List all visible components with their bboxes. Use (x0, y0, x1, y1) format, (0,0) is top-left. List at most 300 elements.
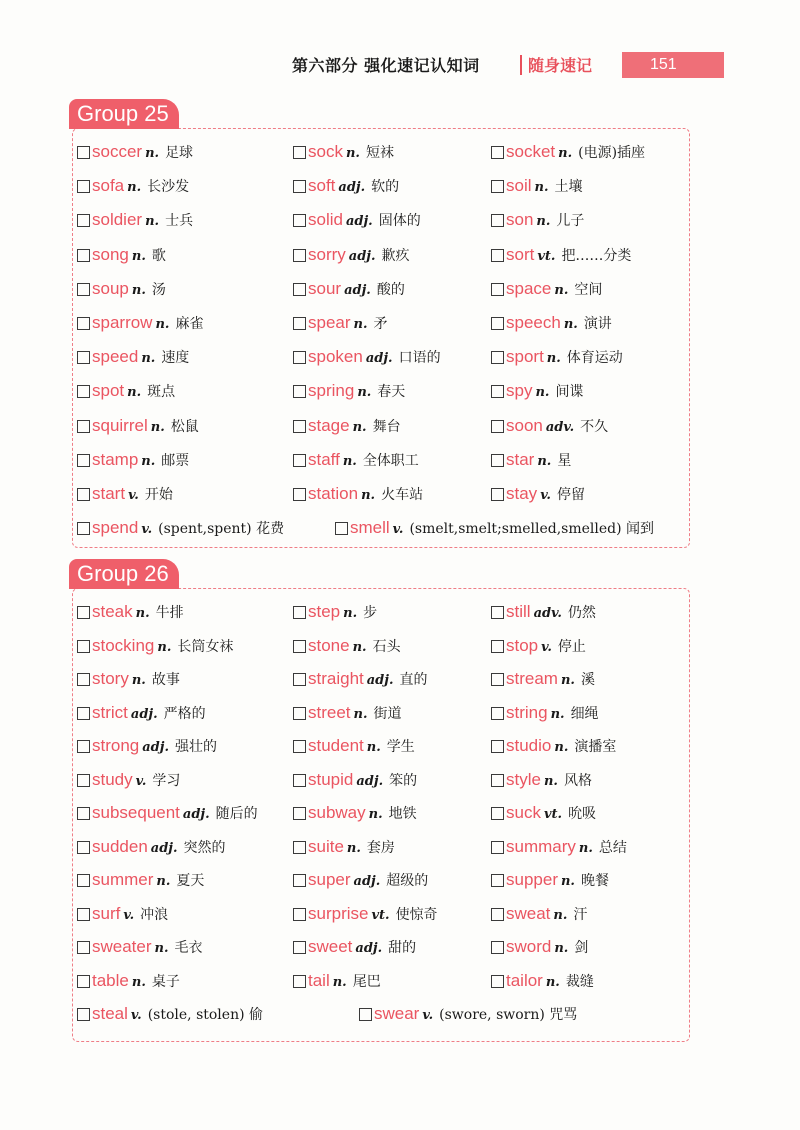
part-of-speech: n. (345, 146, 360, 161)
vocab-word: stocking (92, 635, 155, 655)
vocab-entry (491, 769, 592, 791)
checkbox[interactable] (293, 807, 306, 820)
part-of-speech: n. (145, 146, 160, 161)
section-title: 第六部分 强化速记认知词 (292, 56, 480, 75)
vocab-entry (491, 209, 584, 231)
definition: 突然的 (183, 839, 226, 856)
definition: 矛 (373, 316, 388, 332)
checkbox[interactable] (491, 180, 504, 193)
checkbox[interactable] (293, 180, 306, 193)
vocab-word: space (506, 278, 552, 298)
definition: 演播室 (574, 739, 617, 755)
checkbox[interactable] (491, 385, 504, 398)
definition: 夏天 (176, 873, 205, 889)
definition: 甜的 (388, 940, 417, 956)
vocab-entry (491, 735, 616, 757)
checkbox[interactable] (491, 454, 504, 467)
checkbox[interactable] (77, 673, 90, 686)
checkbox[interactable] (293, 975, 306, 988)
checkbox[interactable] (77, 351, 90, 364)
definition: 酸的 (376, 281, 405, 298)
part-of-speech: n. (535, 385, 550, 401)
checkbox[interactable] (491, 807, 504, 820)
part-of-speech: adj. (365, 351, 393, 367)
vocab-word: sweater (92, 937, 152, 956)
vocab-word: street (308, 702, 351, 722)
part-of-speech: adv. (545, 419, 575, 435)
vocab-word: strong (92, 736, 140, 755)
part-of-speech: n. (346, 840, 361, 856)
checkbox[interactable] (77, 283, 90, 296)
definition: 故事 (151, 672, 180, 688)
page-number: 151 (622, 52, 724, 78)
definition: 足球 (165, 145, 194, 161)
definition: 吮吸 (568, 806, 597, 822)
part-of-speech: n. (560, 874, 575, 889)
definition: 溪 (580, 672, 595, 688)
checkbox[interactable] (293, 351, 306, 364)
vocab-entry (491, 668, 595, 690)
part-of-speech: v. (540, 488, 551, 503)
definition: 演讲 (583, 316, 612, 332)
vocab-entry (77, 601, 184, 623)
checkbox[interactable] (491, 640, 504, 653)
checkbox[interactable] (77, 1008, 90, 1021)
vocab-entry (359, 1003, 577, 1025)
part-of-speech: n. (558, 146, 573, 161)
part-of-speech: adj. (130, 706, 158, 722)
vocab-word: sword (506, 937, 552, 956)
vocab-entry (491, 970, 594, 992)
vocab-word: table (92, 970, 129, 990)
part-of-speech: v. (128, 488, 139, 503)
part-of-speech: v. (130, 1008, 142, 1023)
definition: (smelt,smelt;smelled,smelled) 闻到 (409, 521, 655, 538)
vocab-entry (491, 141, 645, 163)
part-of-speech: v. (392, 522, 404, 538)
part-of-speech: adj. (338, 180, 366, 196)
vocab-entry (293, 702, 402, 724)
checkbox[interactable] (77, 488, 90, 501)
vocab-word: sour (308, 278, 342, 298)
vocab-entry (77, 415, 199, 437)
vocab-word: solid (308, 210, 343, 230)
vocab-entry (77, 635, 233, 657)
definition: 开始 (144, 487, 173, 503)
definition: 强壮的 (175, 739, 217, 755)
checkbox[interactable] (77, 420, 90, 433)
definition: (电源)插座 (578, 145, 646, 161)
part-of-speech: v. (123, 907, 135, 923)
checkbox[interactable] (77, 606, 90, 619)
vocab-entry (293, 175, 399, 197)
vocab-word: soup (92, 278, 129, 298)
vocab-word: sudden (92, 836, 148, 856)
vocab-entry (77, 802, 258, 824)
vocab-entry (293, 380, 405, 402)
vocab-entry (491, 380, 583, 402)
vocab-entry (293, 449, 419, 471)
checkbox[interactable] (77, 740, 90, 753)
vocab-word: stamp (92, 449, 139, 469)
definition: 空间 (574, 281, 603, 298)
checkbox[interactable] (491, 249, 504, 262)
checkbox[interactable] (77, 975, 90, 988)
checkbox[interactable] (491, 707, 504, 720)
definition: 固体的 (378, 213, 421, 230)
part-of-speech: n. (141, 351, 156, 367)
checkbox[interactable] (77, 841, 90, 854)
vocab-entry (293, 312, 388, 334)
part-of-speech: adj. (344, 282, 371, 298)
checkbox[interactable] (77, 941, 90, 954)
vocab-entry (293, 802, 417, 824)
vocab-entry (77, 244, 166, 266)
vocab-entry (491, 802, 596, 824)
vocab-entry (77, 936, 203, 958)
checkbox[interactable] (77, 385, 90, 398)
part-of-speech: n. (353, 317, 368, 332)
checkbox[interactable] (293, 941, 306, 954)
checkbox[interactable] (491, 874, 504, 887)
definition: 毛衣 (174, 940, 203, 956)
vocab-word: spend (92, 518, 139, 538)
checkbox[interactable] (293, 740, 306, 753)
part-of-speech: n. (534, 180, 549, 196)
definition: 使惊奇 (395, 906, 438, 923)
part-of-speech: n. (578, 840, 593, 856)
vocab-entry (491, 601, 596, 623)
vocab-word: string (506, 702, 548, 722)
checkbox[interactable] (77, 214, 90, 227)
checkbox[interactable] (491, 317, 504, 330)
checkbox[interactable] (491, 975, 504, 988)
part-of-speech: n. (127, 385, 142, 401)
checkbox[interactable] (491, 283, 504, 296)
definition: 汗 (573, 906, 588, 923)
definition: 剑 (574, 940, 589, 956)
checkbox[interactable] (293, 841, 306, 854)
definition: 尾巴 (352, 973, 381, 990)
vocab-word: sock (308, 142, 343, 161)
vocab-entry (77, 278, 166, 300)
vocab-word: surf (92, 903, 121, 923)
vocab-entry (491, 869, 609, 891)
checkbox[interactable] (77, 908, 90, 921)
part-of-speech: n. (368, 807, 383, 822)
definition: 汤 (151, 281, 166, 298)
part-of-speech: n. (553, 907, 568, 923)
part-of-speech: n. (131, 248, 146, 264)
vocab-word: start (92, 484, 126, 503)
vocab-entry (77, 836, 226, 858)
vocab-entry (293, 869, 428, 891)
vocab-word: spear (308, 313, 351, 332)
vocab-word: suck (506, 803, 541, 822)
vocab-entry (77, 141, 193, 163)
checkbox[interactable] (491, 606, 504, 619)
vocab-entry (491, 483, 585, 505)
definition: 星 (557, 452, 572, 469)
part-of-speech: n. (154, 941, 169, 956)
checkbox[interactable] (491, 673, 504, 686)
checkbox[interactable] (293, 214, 306, 227)
checkbox[interactable] (491, 908, 504, 921)
definition: 麻雀 (175, 316, 204, 332)
definition: 细绳 (570, 705, 599, 722)
vocab-word: staff (308, 449, 340, 469)
checkbox[interactable] (491, 420, 504, 433)
part-of-speech: n. (135, 606, 150, 621)
vocab-entry (491, 175, 583, 197)
checkbox[interactable] (293, 317, 306, 330)
vocab-word: speed (92, 347, 139, 367)
vocab-entry (77, 668, 180, 690)
checkbox[interactable] (293, 874, 306, 887)
checkbox[interactable] (77, 522, 90, 535)
vocab-word: steak (92, 602, 133, 621)
vocab-word: still (506, 602, 531, 621)
vocab-word: studio (506, 736, 552, 755)
definition: 舞台 (372, 418, 401, 435)
vocab-word: sweet (308, 937, 353, 956)
vocab-word: suite (308, 836, 344, 856)
vocab-word: soon (506, 415, 543, 435)
checkbox[interactable] (293, 908, 306, 921)
vocab-word: soccer (92, 142, 143, 161)
vocab-entry (491, 244, 631, 266)
vocab-entry (293, 836, 395, 858)
vocab-word: style (506, 769, 541, 789)
definition: 速度 (161, 350, 190, 367)
vocab-word: tailor (506, 970, 543, 990)
checkbox[interactable] (491, 351, 504, 364)
checkbox[interactable] (77, 180, 90, 193)
vocab-word: squirrel (92, 415, 148, 435)
definition: 长筒女袜 (177, 638, 234, 655)
part-of-speech: v. (135, 773, 147, 789)
vocab-entry (293, 483, 423, 505)
vocab-entry (293, 936, 416, 958)
checkbox[interactable] (293, 454, 306, 467)
definition: 晚餐 (580, 873, 609, 889)
definition: 全体职工 (362, 452, 419, 469)
part-of-speech: n. (342, 453, 357, 469)
checkbox[interactable] (491, 774, 504, 787)
definition: 直的 (399, 672, 428, 688)
vocab-word: son (506, 210, 534, 230)
checkbox[interactable] (293, 146, 306, 159)
part-of-speech: v. (422, 1008, 434, 1023)
vocab-word: supper (506, 870, 558, 889)
header-divider (520, 55, 522, 75)
part-of-speech: n. (141, 453, 156, 469)
vocab-word: subsequent (92, 803, 180, 822)
part-of-speech: n. (560, 673, 575, 688)
vocab-word: smell (350, 518, 390, 538)
checkbox[interactable] (293, 606, 306, 619)
part-of-speech: vt. (537, 248, 556, 264)
checkbox[interactable] (77, 807, 90, 820)
part-of-speech: n. (127, 180, 142, 196)
checkbox[interactable] (293, 774, 306, 787)
part-of-speech: vt. (371, 907, 390, 923)
vocab-word: tail (308, 970, 330, 990)
vocab-word: super (308, 870, 351, 889)
checkbox[interactable] (77, 874, 90, 887)
vocab-word: study (92, 769, 133, 789)
part-of-speech: n. (361, 488, 376, 503)
definition: 儿子 (556, 213, 585, 230)
checkbox[interactable] (293, 488, 306, 501)
part-of-speech: adj. (150, 840, 178, 856)
vocab-entry (491, 903, 587, 925)
vocab-entry (77, 209, 193, 231)
part-of-speech: n. (546, 351, 561, 367)
part-of-speech: n. (536, 214, 551, 230)
vocab-entry (77, 346, 189, 368)
part-of-speech: n. (352, 639, 367, 655)
checkbox[interactable] (491, 214, 504, 227)
part-of-speech: n. (332, 974, 347, 990)
definition: 街道 (373, 705, 402, 722)
definition: 套房 (366, 839, 395, 856)
vocab-entry (77, 869, 204, 891)
vocab-entry (293, 635, 401, 657)
definition: (swore, sworn) 咒骂 (439, 1007, 578, 1023)
vocab-word: stage (308, 415, 350, 435)
vocab-word: stream (506, 669, 558, 688)
vocab-word: sorry (308, 244, 346, 264)
part-of-speech: n. (150, 419, 165, 435)
checkbox[interactable] (293, 673, 306, 686)
checkbox[interactable] (77, 707, 90, 720)
definition: 歌 (151, 247, 166, 264)
vocab-entry (293, 244, 410, 266)
definition: 牛排 (155, 605, 184, 621)
checkbox[interactable] (293, 283, 306, 296)
vocab-word: stop (506, 635, 539, 655)
checkbox[interactable] (491, 841, 504, 854)
vocab-word: step (308, 602, 341, 621)
part-of-speech: n. (543, 773, 558, 789)
vocab-entry (491, 936, 588, 958)
vocab-word: spot (92, 381, 125, 401)
part-of-speech: n. (563, 317, 578, 332)
definition: 土壤 (554, 179, 583, 196)
part-of-speech: n. (352, 419, 367, 435)
definition: (stole, stolen) 偷 (147, 1007, 263, 1023)
checkbox[interactable] (77, 146, 90, 159)
definition: 春天 (377, 384, 406, 401)
vocab-word: stay (506, 484, 538, 503)
definition: 火车站 (381, 487, 424, 503)
definition: 石头 (372, 638, 401, 655)
vocab-entry (491, 449, 571, 471)
vocab-word: station (308, 484, 359, 503)
vocab-entry (77, 312, 203, 334)
vocab-entry (77, 175, 189, 197)
part-of-speech: n. (155, 317, 170, 332)
group-label: Group 25 (69, 99, 179, 129)
vocab-word: star (506, 449, 535, 469)
vocab-word: summer (92, 870, 154, 889)
part-of-speech: n. (554, 282, 569, 298)
vocab-word: soldier (92, 210, 143, 230)
group-26-panel (72, 561, 690, 1042)
definition: 学习 (152, 772, 181, 789)
vocab-word: story (92, 669, 129, 688)
definition: 短袜 (365, 145, 394, 161)
page-header (292, 52, 724, 78)
vocab-word: subway (308, 803, 366, 822)
part-of-speech: adj. (142, 740, 169, 755)
checkbox[interactable] (293, 420, 306, 433)
vocab-word: speech (506, 313, 561, 332)
checkbox[interactable] (491, 146, 504, 159)
part-of-speech: adj. (348, 248, 376, 264)
definition: 士兵 (165, 213, 194, 230)
checkbox[interactable] (77, 454, 90, 467)
vocab-word: sofa (92, 176, 125, 196)
vocab-word: sweat (506, 903, 551, 923)
definition: 歉疚 (381, 247, 410, 264)
definition: 地铁 (388, 806, 417, 822)
vocab-word: sport (506, 347, 544, 367)
checkbox[interactable] (77, 317, 90, 330)
definition: 风格 (563, 772, 592, 789)
definition: 冲浪 (140, 906, 169, 923)
checkbox[interactable] (293, 640, 306, 653)
checkbox[interactable] (77, 774, 90, 787)
vocab-entry (293, 970, 381, 992)
vocab-word: stupid (308, 769, 354, 789)
checkbox[interactable] (359, 1008, 372, 1021)
checkbox[interactable] (491, 941, 504, 954)
definition: 严格的 (163, 705, 206, 722)
vocab-entry (293, 278, 405, 300)
part-of-speech: n. (554, 941, 569, 956)
vocab-entry (77, 449, 189, 471)
vocab-word: song (92, 244, 129, 264)
definition: 斑点 (147, 384, 176, 401)
vocab-word: steal (92, 1004, 128, 1023)
part-of-speech: vt. (543, 807, 563, 822)
checkbox[interactable] (491, 740, 504, 753)
definition: 桌子 (151, 973, 180, 990)
part-of-speech: n. (131, 974, 146, 990)
checkbox[interactable] (335, 522, 348, 535)
definition: 长沙发 (147, 179, 190, 196)
checkbox[interactable] (293, 249, 306, 262)
vocab-entry (335, 517, 654, 539)
checkbox[interactable] (77, 640, 90, 653)
vocab-word: sort (506, 244, 535, 264)
part-of-speech: adj. (182, 807, 210, 822)
checkbox[interactable] (293, 385, 306, 398)
part-of-speech: n. (343, 606, 358, 621)
vocab-word: soil (506, 176, 532, 196)
checkbox[interactable] (491, 488, 504, 501)
vocab-entry (491, 346, 623, 368)
definition: 随后的 (215, 806, 258, 822)
vocab-entry (77, 517, 284, 539)
definition: 邮票 (161, 452, 190, 469)
checkbox[interactable] (293, 707, 306, 720)
vocab-entry (77, 903, 168, 925)
checkbox[interactable] (77, 249, 90, 262)
part-of-speech: n. (550, 706, 565, 722)
